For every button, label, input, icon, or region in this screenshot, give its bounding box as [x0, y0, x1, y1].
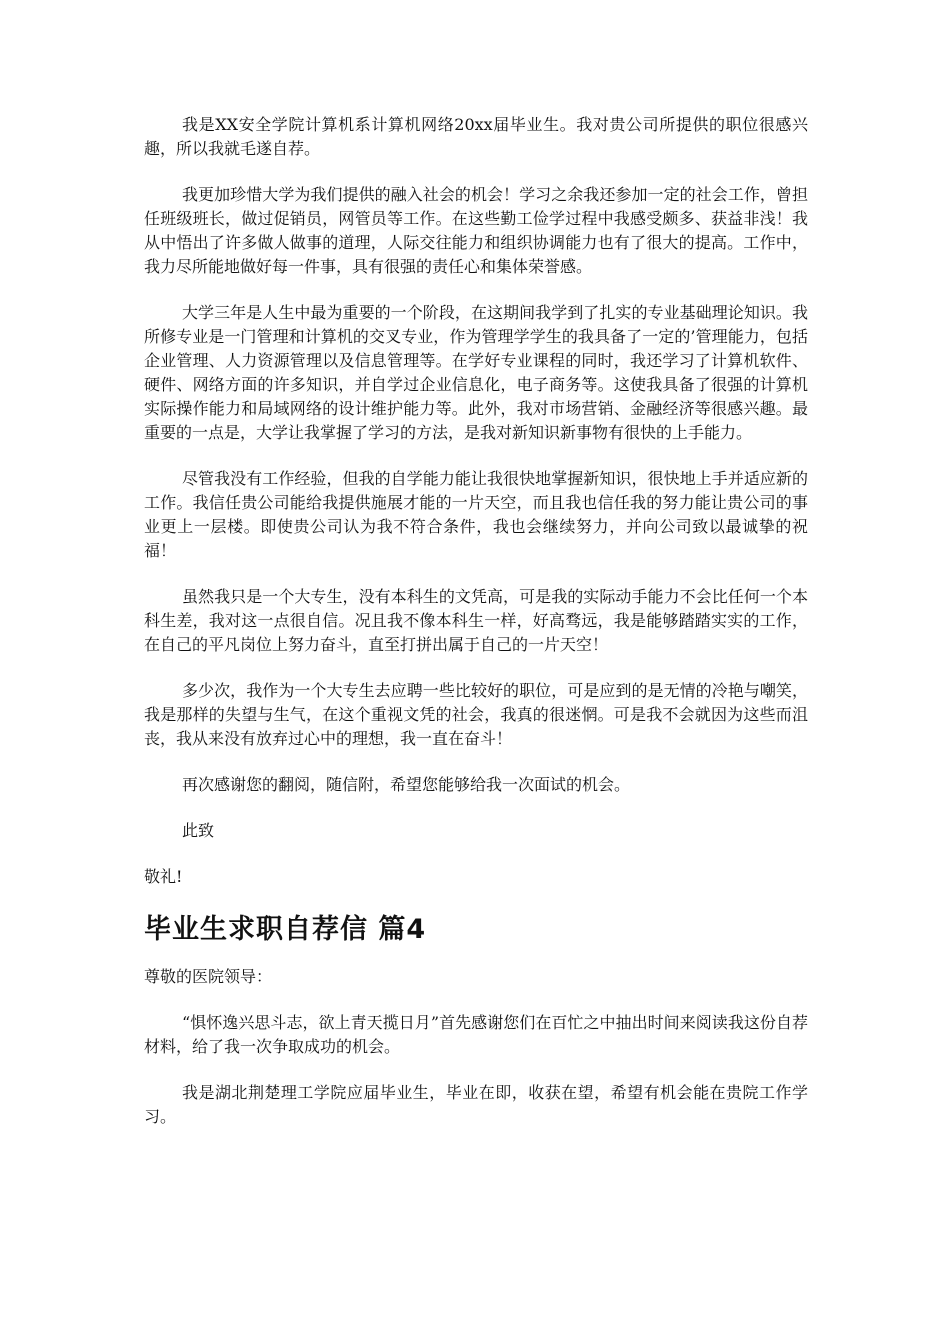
paragraph-university: 大学三年是人生中最为重要的一个阶段，在这期间我学到了扎实的专业基础理论知识。我所修专业是一门管理和计算机的交叉专业，作为管理学学生的我具备了一定的’管理能力，包括企业管理、人力资源管理以及信息管理等。在学好专业课程的同时，我还学习了计算机软件、硬件、网络方面的许多知识，并自学过企业信息化，电子商务等。这使我具备了很强的计算机实际操作能力和局域网络的设计维护能力等。此外，我对市场营销、金融经济等很感兴趣。最重要的一点是，大学让我掌握了学习的方法，是我对新知识新事物有很快的上手能力。 [144, 303, 808, 442]
paragraph-experience: 尽管我没有工作经验，但我的自学能力能让我很快地掌握新知识，很快地上手并适应新的工作。我信任贵公司能给我提供施展才能的一片天空，而且我也信任我的努力能让贵公司的事业更上一层楼。即使贵公司认为我不符合条件，我也会继续努力，并向公司致以最诚挚的祝福！ [144, 469, 808, 560]
salutation: 尊敬的医院领导： [144, 967, 273, 986]
closing-jingli: 敬礼! [144, 867, 183, 886]
paragraph-struggle: 多少次，我作为一个大专生去应聘一些比较好的职位，可是应到的是无情的冷艳与嘲笑，我是那样的失望与生气，在这个重视文凭的社会，我真的很迷惘。可是我不会就因为这些而沮丧，我从来没有放弃过心中的理想，我一直在奋斗！ [144, 681, 808, 748]
paragraph-intro: 我是XX安全学院计算机系计算机网络20xx届毕业生。我对贵公司所提供的职位很感兴趣，所以我就毛遂自荐。 [144, 115, 808, 158]
document-body [144, 113, 808, 1151]
paragraph-cizhi: 此致 [182, 821, 215, 840]
section-title: 毕业生求职自荐信 篇4 [144, 914, 427, 945]
paragraph-thanks: 再次感谢您的翻阅，随信附，希望您能够给我一次面试的机会。 [182, 775, 631, 794]
paragraph-confidence: 虽然我只是一个大专生，没有本科生的文凭高，可是我的实际动手能力不会比任何一个本科生差，我对这一点很自信。况且我不像本科生一样，好高骛远，我是能够踏踏实实的工作，在自己的平凡岗位上努力奋斗，直至打拼出属于自己的一片天空！ [144, 587, 808, 654]
paragraph-quote: “惧怀逸兴思斗志，欲上青天揽日月”首先感谢您们在百忙之中抽出时间来阅读我这份自荐材料，给了我一次争取成功的机会。 [144, 1013, 808, 1056]
paragraph-social-work: 我更加珍惜大学为我们提供的融入社会的机会！学习之余我还参加一定的社会工作，曾担任班级班长，做过促销员，网管员等工作。在这些勤工俭学过程中我感受颇多、获益非浅！我从中悟出了许多做人做事的道理，人际交往能力和组织协调能力也有了很大的提高。工作中，我力尽所能地做好每一件事，具有很强的责任心和集体荣誉感。 [144, 185, 808, 276]
paragraph-self-intro: 我是湖北荆楚理工学院应届毕业生，毕业在即，收获在望，希望有机会能在贵院工作学习。 [144, 1083, 808, 1126]
